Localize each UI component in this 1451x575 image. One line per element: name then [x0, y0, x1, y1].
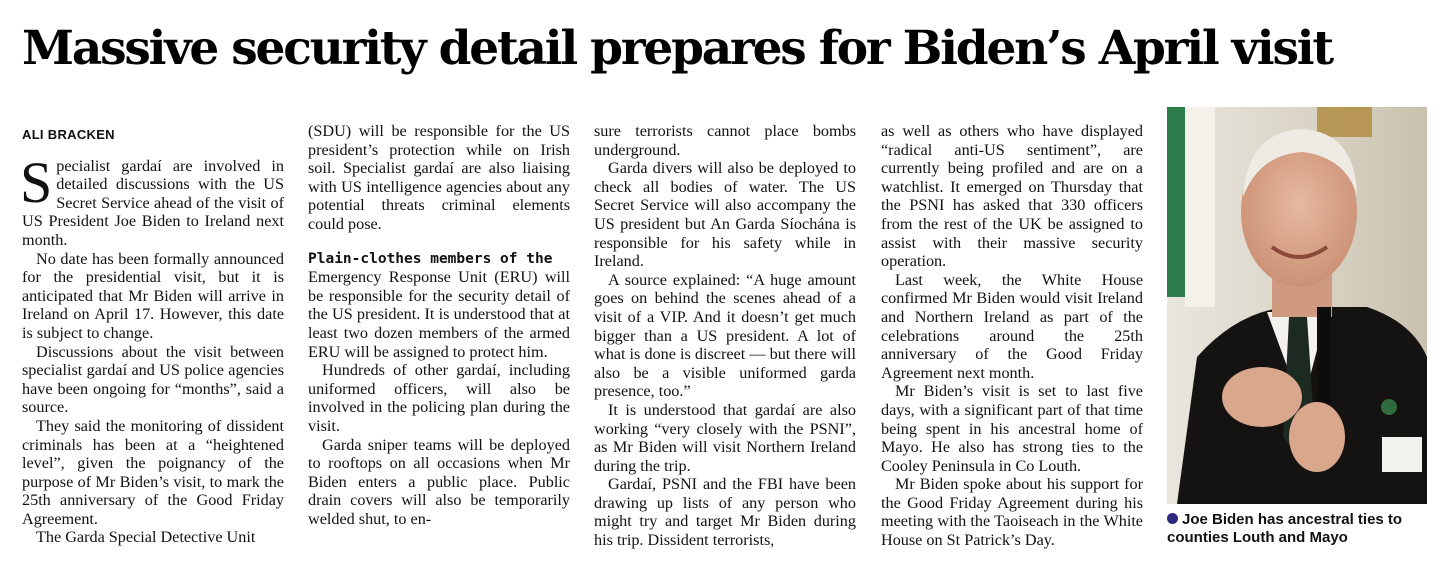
biden-photo [1167, 107, 1427, 504]
crosshead: Plain-clothes members of the [308, 250, 553, 267]
byline: ALI BRACKEN [22, 127, 115, 142]
photo-caption [1167, 511, 1437, 547]
paragraph: Garda sniper teams will be deployed to rooftops on all occasions when Mr Biden enters a public place. Public drain covers will also be temporarily welded shut, to en- [308, 435, 570, 528]
bullet-icon [1167, 513, 1178, 524]
article-column-1 [22, 122, 284, 547]
paragraph: A source explained: “A huge amount goes on behind the scenes ahead of a visit of a VIP. And it doesn’t get much bigger than a US president. A lot of what is done is discreet — but there will also be a visible uniformed garda presence, too.” [594, 270, 856, 401]
article-column-2 [308, 122, 570, 528]
paragraph: It is understood that gardaí are also working “very closely with the PSNI”, as Mr Biden will visit Northern Ireland during the trip. [594, 400, 856, 475]
paragraph: sure terrorists cannot place bombs underground. [594, 122, 856, 159]
paragraph: Discussions about the visit between specialist gardaí and US police agencies have been ongoing for “months”, said a source. [22, 342, 284, 417]
paragraph: (SDU) will be responsible for the US president’s protection while on Irish soil. Specialist gardaí are also liaising with US intelligence agencies about any potential threats criminal elements could pose. [308, 122, 570, 233]
paragraph: as well as others who have displayed “radical anti-US sentiment”, are currently being profiled and are on a watchlist. It emerged on Thursday that the PSNI has asked that 330 officers from the rest of the UK be assigned to assist with their massive security operation. [881, 122, 1143, 271]
paragraph: Emergency Response Unit (ERU) will be responsible for the security detail of the US president. It is understood that at least two dozen members of the armed ERU will be assigned to protect him. [308, 268, 570, 361]
article-column-4 [881, 122, 1143, 550]
portrait-illustration [1167, 107, 1427, 504]
paragraph: Gardaí, PSNI and the FBI have been drawing up lists of any person who might try and target Mr Biden during his trip. Dissident terrorists, [594, 475, 856, 550]
article-column-3 [594, 122, 856, 550]
paragraph: Last week, the White House confirmed Mr Biden would visit Ireland and Northern Ireland as part of the celebrations around the 25th anniversary of the Good Friday Agreement next month. [881, 270, 1143, 382]
paragraph: Mr Biden spoke about his support for the Good Friday Agreement during his meeting with the Taoiseach in the White House on St Patrick’s Day. [881, 475, 1143, 550]
paragraph: No date has been formally announced for the presidential visit, but it is anticipated that Mr Biden will arrive in Ireland on April 17. However, this date is subject to change. [22, 249, 284, 342]
paragraph: Mr Biden’s visit is set to last five days, with a significant part of that time being spent in his ancestral home of Mayo. He also has strong ties to the Cooley Peninsula in Co Louth. [881, 382, 1143, 475]
paragraph: Garda divers will also be deployed to check all bodies of water. The US Secret Service will also accompany the US president but An Garda Síochána is responsible for his safety while in Ireland. [594, 159, 856, 271]
paragraph: The Garda Special Detective Unit [36, 528, 256, 547]
caption-text: Joe Biden has ancestral ties to counties Louth and Mayo [1167, 511, 1403, 546]
headline: Massive security detail prepares for Biden’s April visit [22, 21, 1332, 76]
paragraph: They said the monitoring of dissident criminals has been at a “heightened level”, given the poignancy of the purpose of Mr Biden’s visit, to mark the 25th anniversary of the Good Friday Agreement. [22, 416, 284, 528]
drop-cap: S [20, 149, 53, 215]
paragraph: Hundreds of other gardaí, including uniformed officers, will also be involved in the policing plan during the visit. [308, 361, 570, 435]
lead-paragraph: Specialist gardaí are involved in detailed discussions with the US Secret Service ahead of the visit of US President Joe Biden to Ireland next month. [20, 149, 284, 249]
